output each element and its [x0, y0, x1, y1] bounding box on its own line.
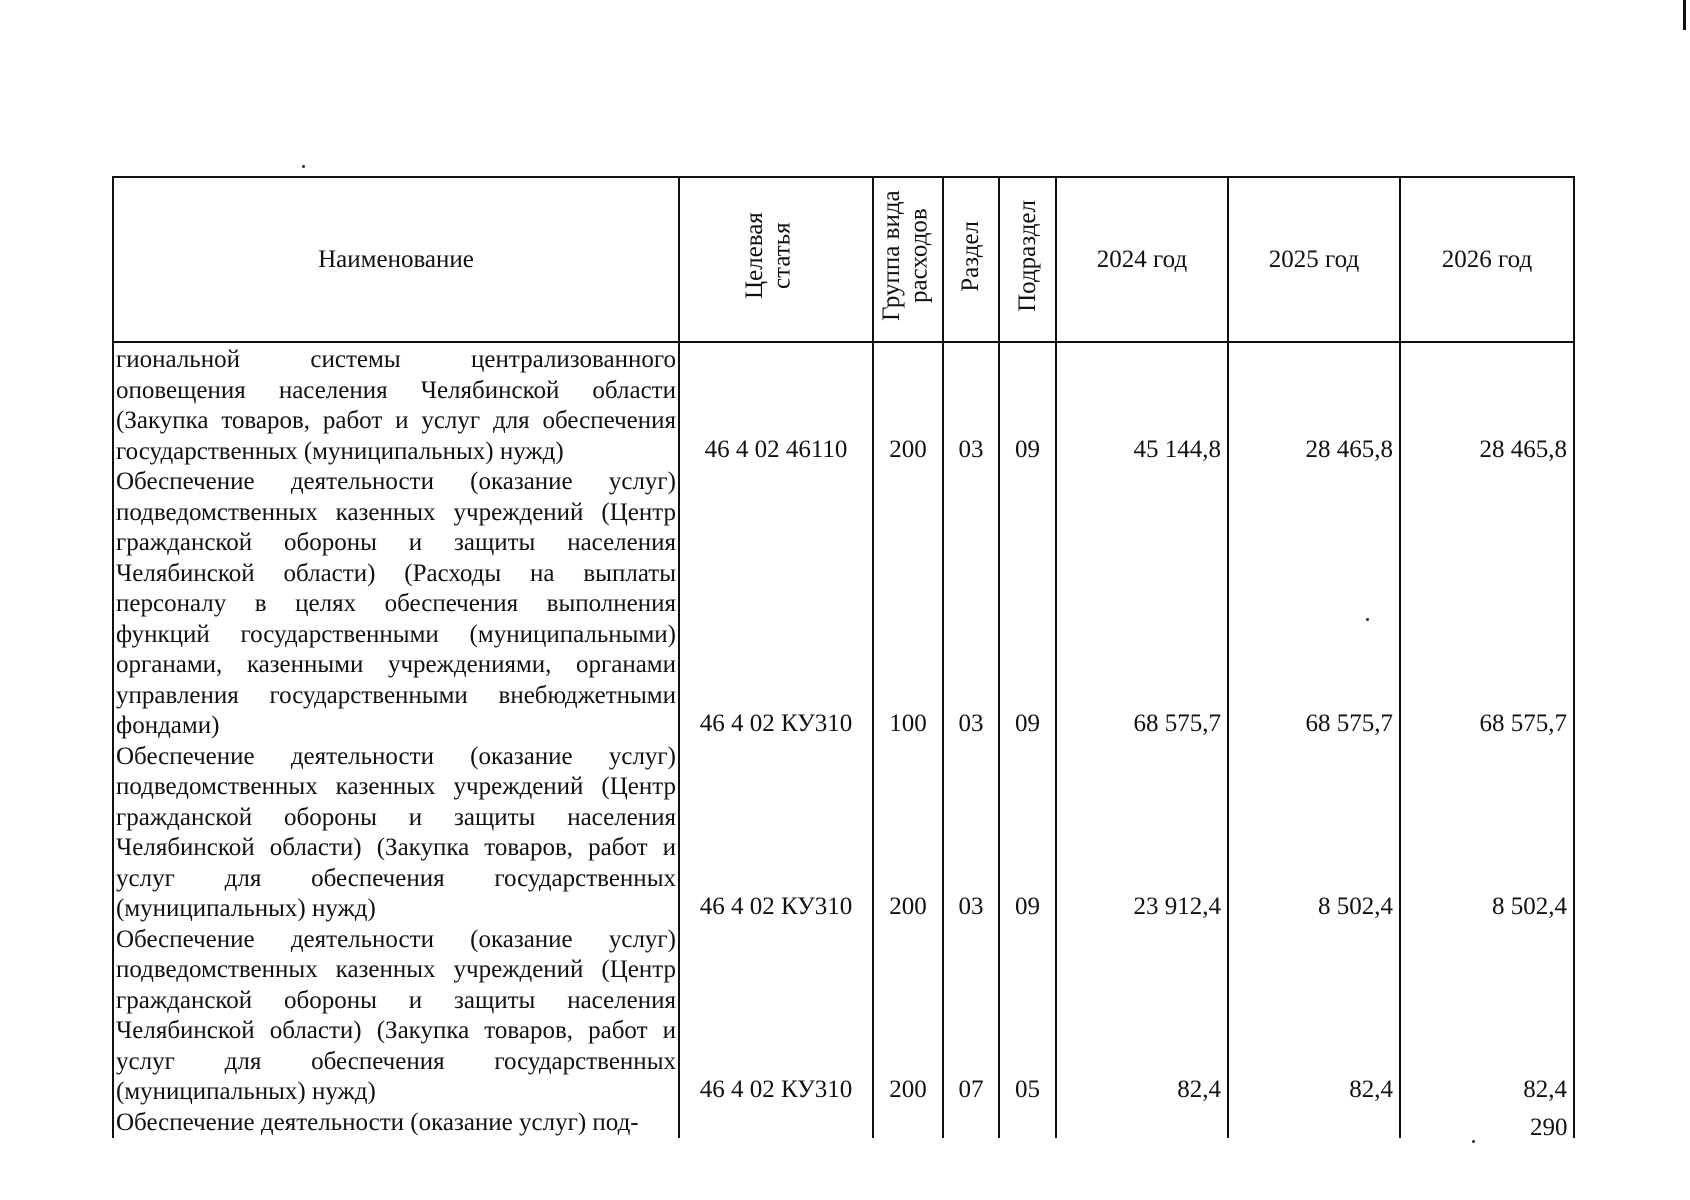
row-target: 46 4 02 КУ310: [679, 925, 873, 1108]
row-name: гиональной системы централизованного оповещения населения Челябинской области (Закупка товаров, работ и услуг для обеспечения государственных (муниципальных) нужд): [113, 342, 679, 467]
scan-speck: [1472, 1140, 1475, 1143]
header-2026: 2026 год: [1400, 177, 1574, 342]
row-target: 46 4 02 КУ310: [679, 467, 873, 742]
header-name: Наименование: [113, 177, 679, 342]
row-section: 07: [943, 925, 999, 1108]
row-section: 03: [943, 742, 999, 925]
row-name: Обеспечение деятельности (оказание услуг) подведомственных казенных учреждений (Центр гражданской обороны и защиты населения Челябинской области) (Расходы на выплаты персоналу в целях обеспечения выполнения функций государственными (муниципальными) органами, казенными учреждениями, органами управления государственными внебюджетными фондами): [113, 467, 679, 742]
row-target: 46 4 02 КУ310: [679, 742, 873, 925]
header-2025: 2025 год: [1228, 177, 1400, 342]
table-row: [113, 342, 1574, 467]
row-subsection: 09: [999, 342, 1056, 467]
scan-speck: [302, 165, 305, 168]
row-group: 200: [873, 342, 943, 467]
page-number: 290: [1530, 1114, 1568, 1141]
row-section: 03: [943, 342, 999, 467]
row-subsection: [999, 1108, 1056, 1139]
row-2024: 23 912,4: [1056, 742, 1228, 925]
row-2025: 28 465,8: [1228, 342, 1400, 467]
table-row: [113, 1108, 1574, 1139]
header-group: Группа вида расходов: [873, 177, 943, 342]
row-2025: 82,4: [1228, 925, 1400, 1108]
row-group: 200: [873, 742, 943, 925]
row-2024: 68 575,7: [1056, 467, 1228, 742]
table-row: [113, 467, 1574, 742]
header-2024: 2024 год: [1056, 177, 1228, 342]
row-target: 46 4 02 46110: [679, 342, 873, 467]
row-name: Обеспечение деятельности (оказание услуг) подведомственных казенных учреждений (Центр гражданской обороны и защиты населения Челябинской области) (Закупка товаров, работ и услуг для обеспечения государственных (муниципальных) нужд): [113, 925, 679, 1108]
row-2026: 82,4: [1400, 925, 1574, 1108]
scan-edge-mark: [1683, 0, 1686, 30]
row-2024: [1056, 1108, 1228, 1139]
row-group: [873, 1108, 943, 1139]
header-target: Целевая статья: [679, 177, 873, 342]
header-section: Раздел: [943, 177, 999, 342]
row-subsection: 09: [999, 467, 1056, 742]
row-subsection: 09: [999, 742, 1056, 925]
row-2025: 8 502,4: [1228, 742, 1400, 925]
table-row: [113, 925, 1574, 1108]
row-2024: 82,4: [1056, 925, 1228, 1108]
row-2026: 28 465,8: [1400, 342, 1574, 467]
row-group: 200: [873, 925, 943, 1108]
table-header-row: [113, 177, 1574, 342]
row-2026: 8 502,4: [1400, 742, 1574, 925]
row-section: 03: [943, 467, 999, 742]
row-section: [943, 1108, 999, 1139]
row-name: Обеспечение деятельности (оказание услуг) под-: [113, 1108, 679, 1139]
table-row: [113, 742, 1574, 925]
row-2024: 45 144,8: [1056, 342, 1228, 467]
row-2025: [1228, 1108, 1400, 1139]
row-name: Обеспечение деятельности (оказание услуг) подведомственных казенных учреждений (Центр гражданской обороны и защиты населения Челябинской области) (Закупка товаров, работ и услуг для обеспечения государственных (муниципальных) нужд): [113, 742, 679, 925]
row-group: 100: [873, 467, 943, 742]
header-subsection: Подраздел: [999, 177, 1056, 342]
row-2025: 68 575,7: [1228, 467, 1400, 742]
budget-table: [112, 176, 1575, 1138]
row-subsection: 05: [999, 925, 1056, 1108]
row-2026: 68 575,7: [1400, 467, 1574, 742]
row-target: [679, 1108, 873, 1139]
